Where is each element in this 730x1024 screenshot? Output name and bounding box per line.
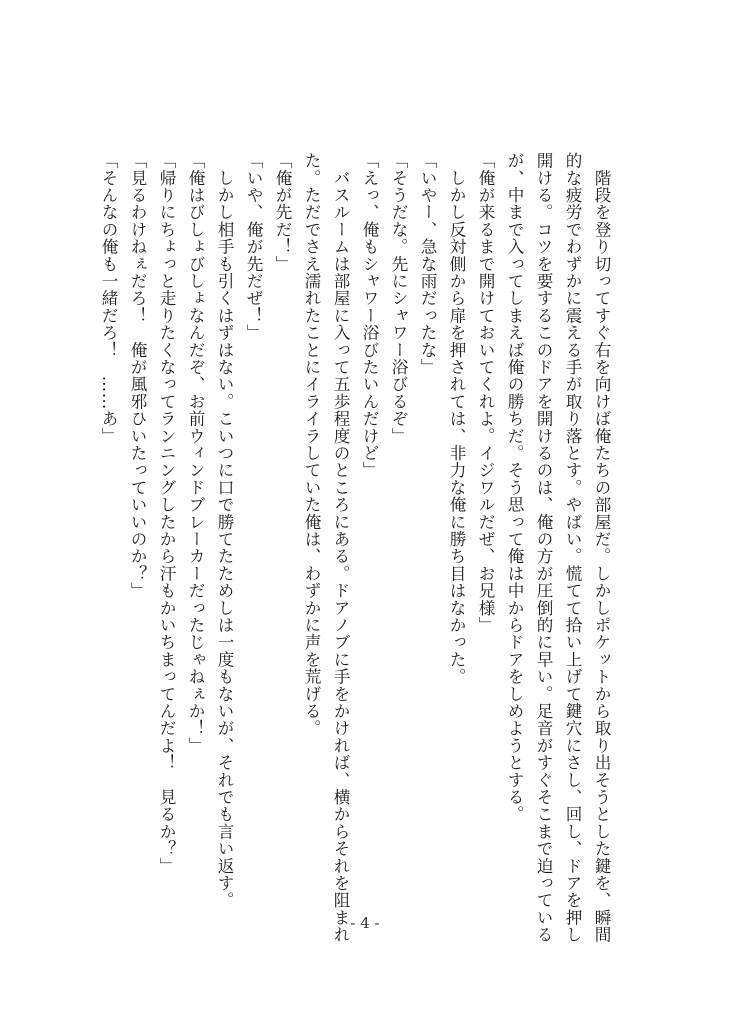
page-number: - 4 - xyxy=(350,914,380,932)
text-line-7: 「いやー、急な雨だったな」 xyxy=(418,152,437,376)
vertical-text-body xyxy=(94,152,616,944)
text-line-12: 「俺が先だ！」 xyxy=(273,152,292,273)
text-line-14: しかし相手も引くはずはない。こいつに口で勝てたためしは一度もないが、それでも言い返す。 xyxy=(215,152,234,909)
text-line-8: 「そうだな。先にシャワー浴びるぞ」 xyxy=(389,152,408,445)
text-line-18: 「そんなの俺も一緒だろ！ ……あ」 xyxy=(99,152,118,445)
text-line-4: が、中まで入ってしまえば俺の勝ちだ。そう思って俺は中からドアをしめようとする。 xyxy=(505,152,524,823)
text-line-2: 的な疲労でわずかに震える手が取り落とす。やばい。慌てて拾い上げて鍵穴にさし、回し、ドアを押し xyxy=(563,152,582,944)
text-line-15: 「俺はびしょびしょなんだぞ、お前ウィンドブレーカーだったじゃねぇか！」 xyxy=(186,152,205,754)
text-line-1: 階段を登り切ってすぐ右を向けば俺たちの部屋だ。しかしポケットから取り出そうとした鍵を、瞬間 xyxy=(592,152,611,944)
text-line-9: 「えっ、俺もシャワー浴びたいんだけど」 xyxy=(360,152,379,479)
text-line-17: 「見るわけねぇだろ！ 俺が風邪ひいたっていいのか？」 xyxy=(128,152,147,600)
text-line-16: 「帰りにちょっと走りたくなってランニングしたから汗もかいちまってんだよ！ 見るか？」 xyxy=(157,152,176,875)
text-line-13: 「いや、俺が先だぜ！」 xyxy=(244,152,263,342)
text-line-3: 開ける。コツを要するこのドアを開けるのは、俺の方が圧倒的に早い。足音がすぐそこまで迫っている xyxy=(534,152,553,944)
text-line-6: しかし反対側から扉を押されては、非力な俺に勝ち目はなかった。 xyxy=(447,152,466,686)
text-line-5: 「俺が来るまで開けておいてくれよ。イジワルだぜ、お兄様」 xyxy=(476,152,495,634)
text-line-11: た。ただでさえ濡れたことにイライラしていた俺は、わずかに声を荒げる。 xyxy=(302,152,321,737)
text-line-10: バスルームは部屋に入って五歩程度のところにある。ドアノブに手をかければ、横からそれを阻まれ xyxy=(331,152,350,944)
